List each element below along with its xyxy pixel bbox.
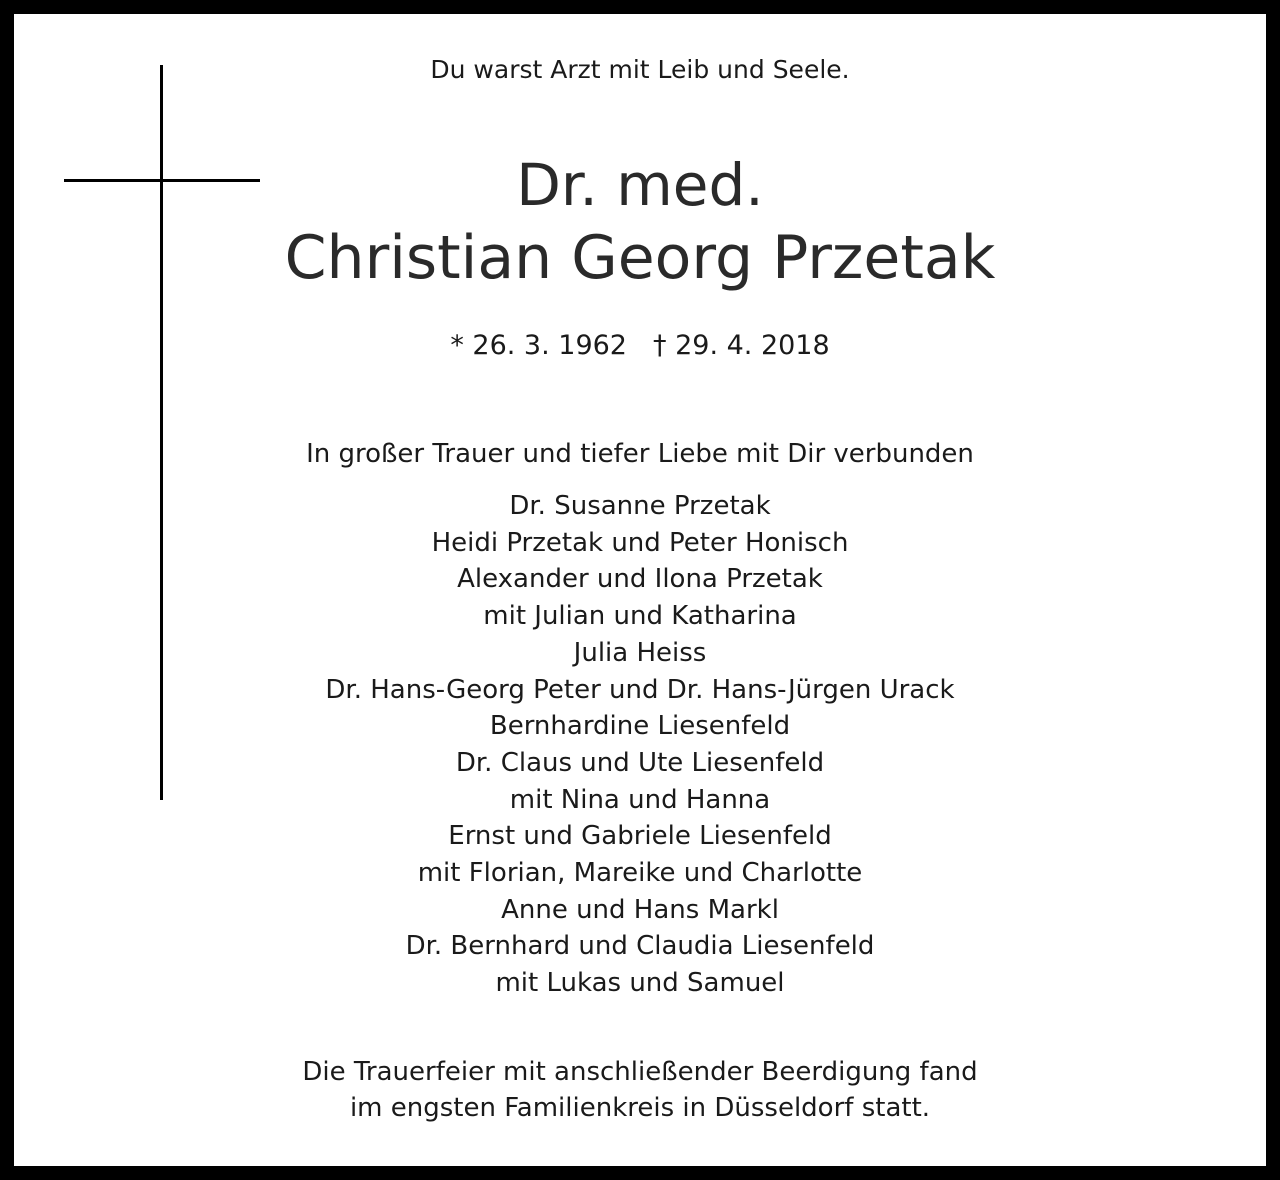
- mourner-line: Dr. Bernhard und Claudia Liesenfeld: [405, 931, 875, 962]
- mourner-line: mit Nina und Hanna: [509, 784, 771, 815]
- mourner-line: Alexander und Ilona Przetak: [457, 564, 823, 595]
- funeral-note-line: im engsten Familienkreis in Düsseldorf statt.: [349, 1093, 931, 1123]
- mourner-line: Bernhardine Liesenfeld: [489, 711, 791, 742]
- deceased-title: Dr. med.: [516, 151, 764, 219]
- life-dates: [14, 326, 1266, 366]
- mourner-line: mit Julian und Katharina: [483, 601, 797, 632]
- mourning-intro: In großer Trauer und tiefer Liebe mit Dir verbunden: [306, 439, 974, 469]
- mourner-line: Ernst und Gabriele Liesenfeld: [448, 821, 832, 852]
- mourner-line: Heidi Przetak und Peter Honisch: [431, 527, 849, 558]
- mourner-line: Anne und Hans Markl: [501, 894, 779, 925]
- mourners-list: [14, 488, 1266, 1002]
- mourner-line: mit Lukas und Samuel: [495, 968, 785, 999]
- mourner-line: Dr. Hans-Georg Peter und Dr. Hans-Jürgen Urack: [325, 674, 955, 705]
- mourner-line: Julia Heiss: [573, 637, 707, 668]
- deceased-name: Christian Georg Przetak: [284, 223, 996, 293]
- death-date: † 29. 4. 2018: [653, 330, 830, 361]
- birth-date: * 26. 3. 1962: [450, 330, 627, 361]
- obituary-notice: [14, 14, 1266, 1166]
- funeral-note: [14, 1054, 1266, 1126]
- mourner-line: mit Florian, Mareike und Charlotte: [417, 858, 863, 889]
- mourner-line: Dr. Claus und Ute Liesenfeld: [455, 747, 825, 778]
- mourner-line: Dr. Susanne Przetak: [509, 491, 771, 521]
- motto: Du warst Arzt mit Leib und Seele.: [430, 55, 850, 84]
- funeral-note-line: Die Trauerfeier mit anschließender Beerdigung fand: [302, 1057, 978, 1087]
